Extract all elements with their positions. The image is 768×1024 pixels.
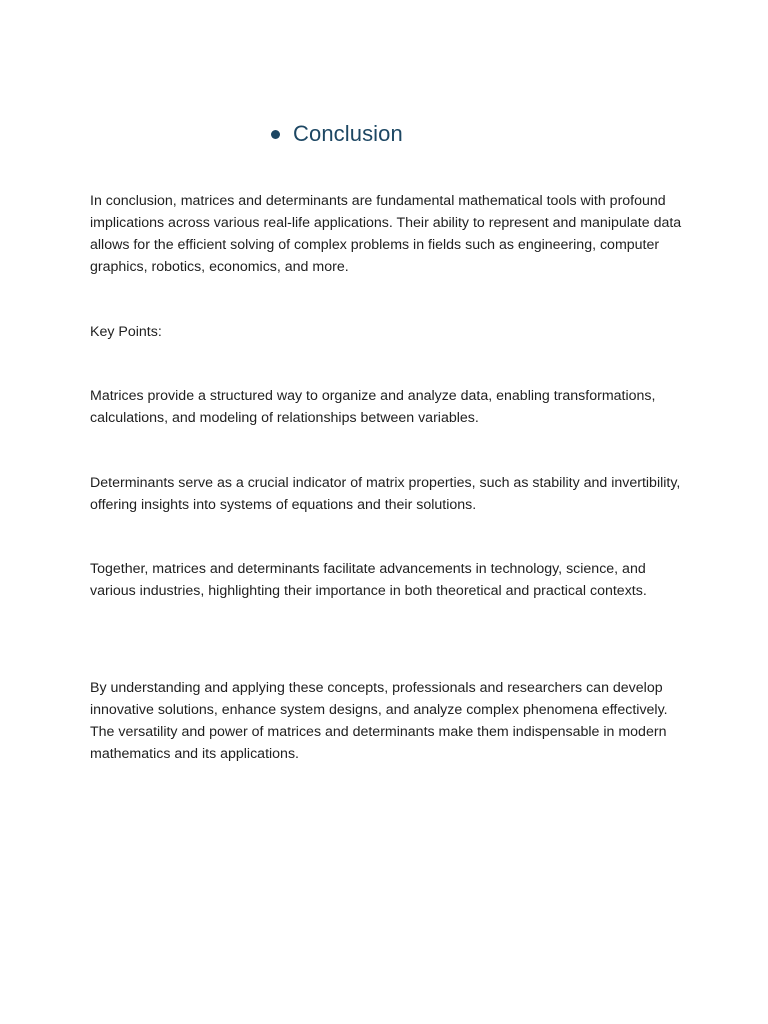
matrices-paragraph: Matrices provide a structured way to organize and analyze data, enabling transformations, calculations, and modeling of relationships between variables.	[90, 388, 656, 426]
together-paragraph: Together, matrices and determinants facilitate advancements in technology, science, and various industries, highlighting their importance in both theoretical and practical contexts.	[90, 561, 647, 599]
bullet-icon	[271, 130, 280, 139]
section-heading-row	[271, 118, 403, 150]
key-points-label: Key Points:	[90, 324, 162, 340]
determinants-paragraph: Determinants serve as a crucial indicator of matrix properties, such as stability and invertibility, offering insights into systems of equations and their solutions.	[90, 475, 681, 513]
section-heading: Conclusion	[293, 121, 403, 146]
closing-paragraph: By understanding and applying these concepts, professionals and researchers can develop innovative solutions, enhance system designs, and analyze complex phenomena effectively. The versatility and power of matrices and determinants make them indispensable in modern mathematics and its applications.	[90, 680, 668, 762]
intro-paragraph: In conclusion, matrices and determinants are fundamental mathematical tools with profound implications across various real-life applications. Their ability to represent and manipulate data allows for the efficient solving of complex problems in fields such as engineering, computer graphics, robotics, economics, and more.	[90, 193, 682, 275]
